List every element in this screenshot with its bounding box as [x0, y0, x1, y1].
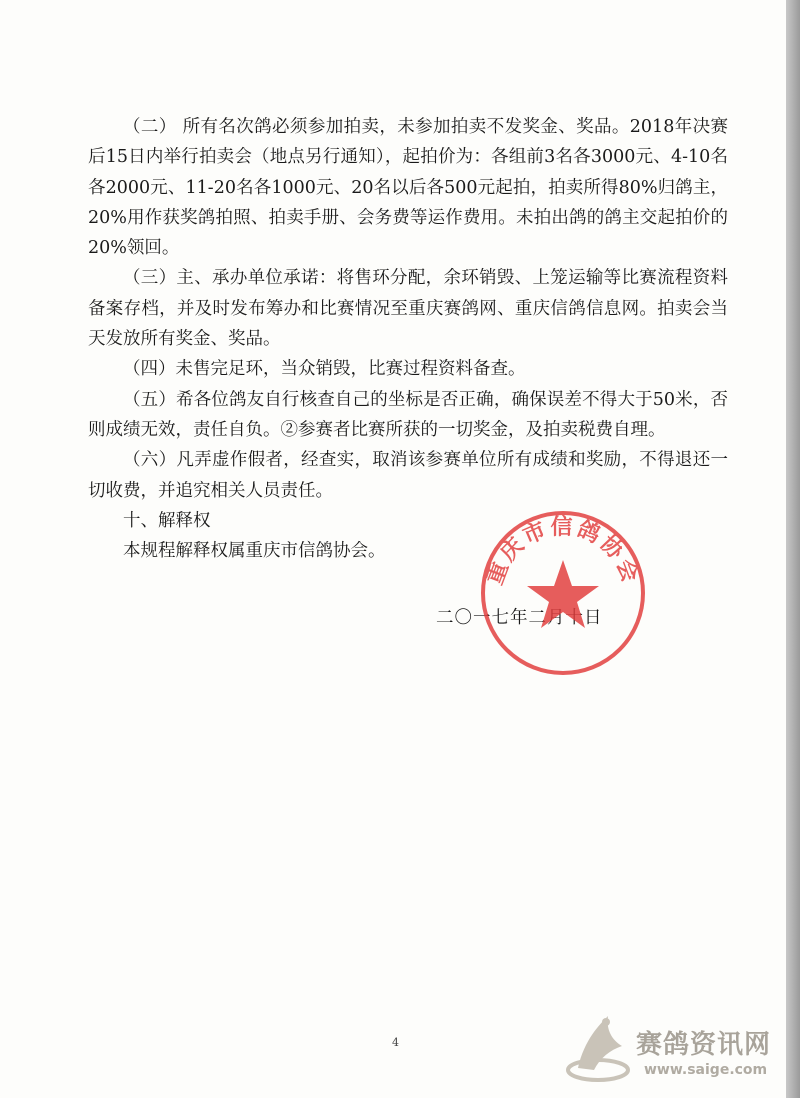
paragraph-auction: （二） 所有名次鸽必须参加拍卖，未参加拍卖不发奖金、奖品。2018年决赛后15日内举行拍卖会（地点另行通知），起拍价为：各组前3名各3000元、4-10名各2000元、11-20名各1000元、20名以后各500元起拍，拍卖所得80%归鸽主，20%用作获奖鸽拍照、拍卖手册、会务费等运作费用。未拍出鸽的鸽主交起拍价的20%领回。	[88, 117, 728, 259]
paragraph-commitment: （三）主、承办单位承诺：将售环分配，余环销毁、上笼运输等比赛流程资料备案存档，并及时发布筹办和比赛情况至重庆赛鸽网、重庆信鸽信息网。拍卖会当天发放所有奖金、奖品。	[88, 268, 728, 350]
paragraph-fraud: （六）凡弄虚作假者，经查实，取消该参赛单位所有成绩和奖励，不得退还一切收费，并追究相关人员责任。	[88, 450, 728, 501]
document-date: 二〇一七年二月十日	[436, 608, 603, 628]
watermark-title: 赛鸽资讯网	[636, 1030, 772, 1060]
section-heading-interpretation: 十、解释权	[123, 510, 211, 531]
paragraph-interpretation: 本规程解释权属重庆市信鸽协会。	[123, 541, 386, 562]
site-watermark	[560, 1010, 790, 1090]
scan-edge-shadow	[786, 0, 800, 1098]
paragraph-unsold-rings: （四）未售完足环，当众销毁，比赛过程资料备查。	[123, 359, 526, 380]
official-seal-stamp	[478, 508, 648, 678]
seal-star-icon	[527, 560, 599, 628]
watermark-url: www.saige.com	[644, 1062, 768, 1078]
paragraph-coordinates: （五）希各位鸽友自行核查自己的坐标是否正确，确保误差不得大于50米，否则成绩无效，责任自负。②参赛者比赛所获的一切奖金，及拍卖税费自理。	[88, 389, 728, 440]
document-body	[88, 112, 728, 566]
page-number: 4	[392, 1036, 399, 1049]
seal-text: 重庆市信鸽协会	[482, 515, 644, 589]
pigeon-logo-icon	[560, 1010, 640, 1090]
